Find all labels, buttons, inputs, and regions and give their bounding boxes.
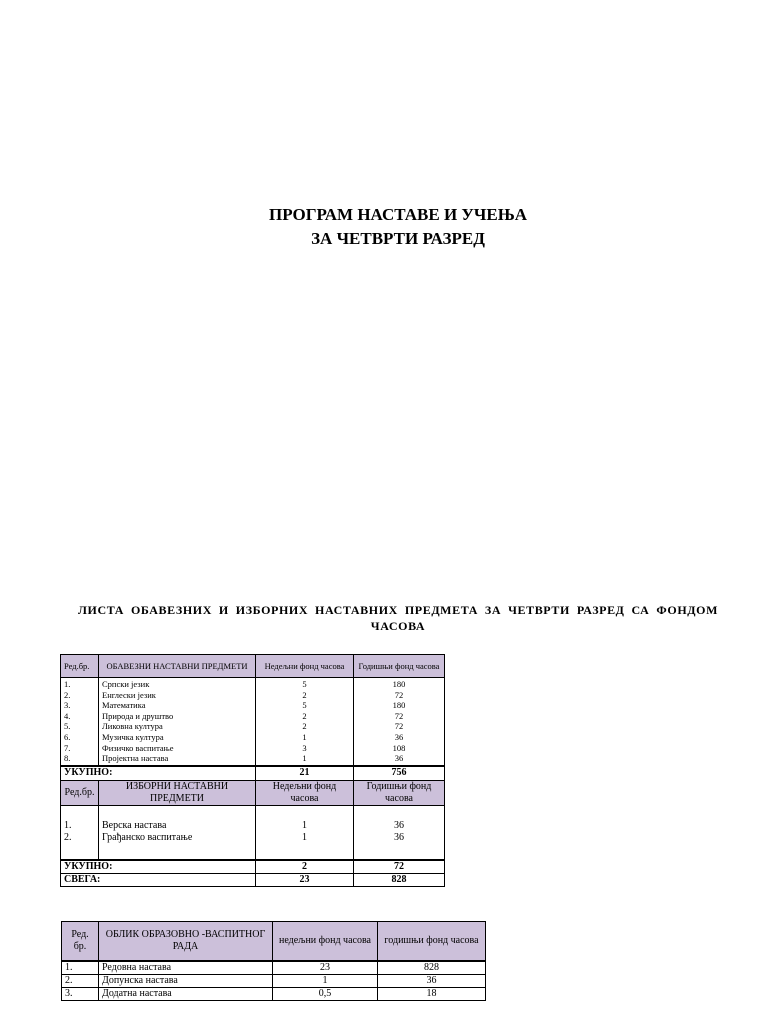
list-item: 1 [302,832,307,844]
list-item: Математика [102,700,146,711]
table-row [62,961,486,975]
total-label: УКУПНО: [61,860,256,874]
elective-subjects [99,805,256,860]
total-weekly: 2 [256,860,354,874]
list-item: 72 [394,721,404,732]
list-item: 1 [302,820,307,832]
header-num: Ред.бр. [61,780,99,805]
list-item: 3. [64,700,71,711]
list-item: 4. [64,710,71,721]
table-header-row [62,922,486,962]
row-weekly: 0,5 [273,988,378,1001]
page-title [0,203,768,251]
header-num: Ред. бр. [62,922,99,962]
header-yearly: Годишњи фонд часова [354,780,445,805]
list-item: 2 [302,710,307,721]
title-line-2: ЗА ЧЕТВРТИ РАЗРЕД [311,229,485,248]
row-yearly: 36 [378,975,486,988]
list-item: 2 [302,721,307,732]
header-weekly: Недељни фонд часова [256,780,354,805]
row-weekly: 23 [273,961,378,975]
list-item: Енглески језик [102,689,156,700]
list-item: 3 [302,742,307,753]
row-num: 1. [62,961,99,975]
list-item: 5 [302,700,307,711]
list-item: 8. [64,753,71,764]
row-num: 2. [62,975,99,988]
table-row [62,988,486,1001]
list-item: 5. [64,721,71,732]
header-form: ОБЛИК ОБРАЗОВНО -ВАСПИТНОГ РАДА [99,922,273,962]
mandatory-nums [61,678,99,766]
list-item: 2. [64,832,72,844]
list-item: 1. [64,820,72,832]
table-row [62,975,486,988]
list-item: 36 [394,832,404,844]
grand-total-row [61,873,445,886]
list-item: Грађанско васпитање [102,832,193,844]
total-weekly: 21 [256,766,354,781]
mandatory-total-row [61,766,445,781]
list-item: 72 [394,689,404,700]
grand-total-weekly: 23 [256,873,354,886]
row-form: Допунска настава [99,975,273,988]
header-weekly: Недељни фонд часова [256,655,354,678]
row-yearly: 828 [378,961,486,975]
header-num: Ред.бр. [61,655,99,678]
subjects-table [60,654,445,887]
header-yearly: Годишњи фонд часова [354,655,445,678]
elective-yearly [354,805,445,860]
total-yearly: 756 [354,766,445,781]
list-item: Музичка култура [102,731,164,742]
list-item: 1 [302,731,307,742]
header-weekly: недељни фонд часова [273,922,378,962]
grand-total-yearly: 828 [354,873,445,886]
list-item: Физичко васпитање [102,742,174,753]
elective-nums [61,805,99,860]
table-header-row [61,655,445,678]
list-item: Пројектна настава [102,753,169,764]
list-item: 36 [394,753,404,764]
list-item: Ликовна култура [102,721,163,732]
row-num: 3. [62,988,99,1001]
row-form: Редовна настава [99,961,273,975]
elective-subjects-block [61,805,445,860]
list-item: Српски језик [102,679,150,689]
list-item: 6. [64,731,71,742]
title-line-1: ПРОГРАМ НАСТАВЕ И УЧЕЊА [268,205,528,224]
list-item: Верска настава [102,820,167,832]
elective-total-row [61,860,445,874]
row-form: Додатна настава [99,988,273,1001]
list-item: 1. [64,679,71,689]
list-item: 7. [64,742,71,753]
list-item: 1 [302,753,307,764]
total-yearly: 72 [354,860,445,874]
mandatory-subjects [99,678,256,766]
list-item: 72 [394,710,404,721]
mandatory-weekly [256,678,354,766]
grand-total-label: СВЕГА: [61,873,256,886]
elective-header-row [61,780,445,805]
row-yearly: 18 [378,988,486,1001]
header-subject: ИЗБОРНИ НАСТАВНИ ПРЕДМЕТИ [99,780,256,805]
list-heading: ЛИСТА ОБАВЕЗНИХ И ИЗБОРНИХ НАСТАВНИХ ПРЕДМЕТА ЗА ЧЕТВРТИ РАЗРЕД СА ФОНДОМ ЧАСОВА [78,603,718,633]
mandatory-subjects-block [61,678,445,766]
list-item: Природа и друштво [102,710,174,721]
list-item: 180 [392,679,406,689]
list-item: 36 [394,820,404,832]
header-yearly: годишњи фонд часова [378,922,486,962]
list-item: 2 [302,689,307,700]
mandatory-yearly [354,678,445,766]
work-forms-table [61,921,486,1001]
elective-weekly [256,805,354,860]
row-weekly: 1 [273,975,378,988]
list-item: 5 [302,679,307,689]
list-item: 36 [394,731,404,742]
list-item: 108 [392,742,406,753]
list-item: 180 [392,700,406,711]
header-subject: ОБАВЕЗНИ НАСТАВНИ ПРЕДМЕТИ [99,655,256,678]
list-item: 2. [64,689,71,700]
total-label: УКУПНО: [61,766,256,781]
